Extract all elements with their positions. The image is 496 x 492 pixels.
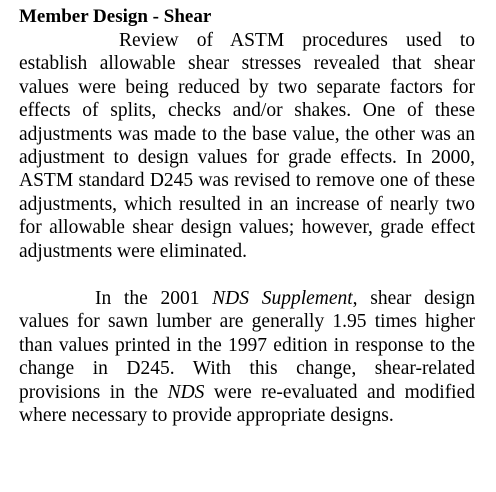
paragraph2-text-3: were re-evaluated and modified where necessary to provide appropriate designs. xyxy=(19,381,476,427)
paragraph2-text-1: In the 2001 xyxy=(95,288,213,310)
nds-abbreviation: NDS xyxy=(167,381,205,403)
nds-supplement-title: NDS Supplement xyxy=(212,288,353,310)
section-heading: Member Design - Shear xyxy=(19,6,212,27)
document-page xyxy=(19,4,475,428)
paragraph2-text-2: , shear design values for sawn lumber are generally 1.95 times higher than values printed in the 1997 edition in response to the change in D245. With this change, shear-related provisions in the xyxy=(19,288,475,403)
paragraph-nds-supplement xyxy=(19,287,475,427)
paragraph-astm-review: Review of ASTM procedures used to establish allowable shear stresses revealed that shear values were being reduced by two separate factors for effects of splits, checks and/or shakes. One of these adjustments was made to the base value, the other was an adjustment to design values for grade effects. In 2000, ASTM standard D245 was revised to remove one of these adjustments, which resulted in an increase of nearly two for allowable shear design values; however, grade effect adjustments were eliminated. xyxy=(19,30,475,262)
